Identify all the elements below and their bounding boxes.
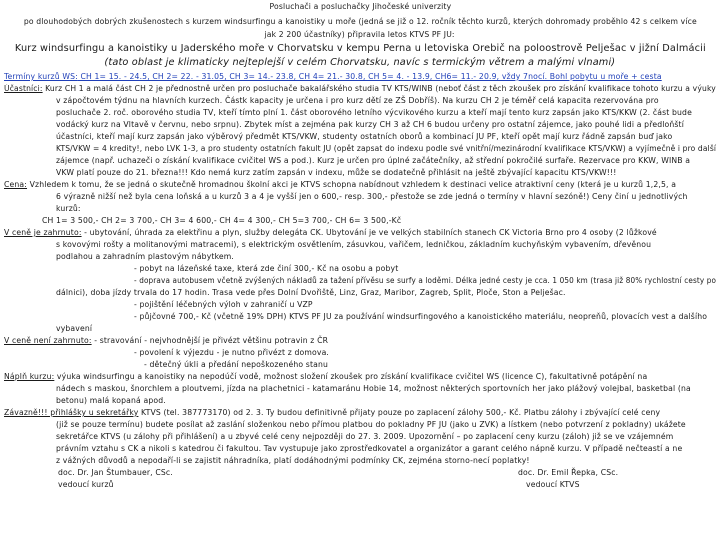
- excluded-line-3: - dětečný úkli a předání nepoškozeného stanu: [144, 360, 329, 369]
- included-label: V ceně je zahrnuto:: [4, 228, 82, 237]
- header-intro-cont: jak 2 200 účastníky) připravila letos KTVS PF JU:: [264, 30, 456, 39]
- participants-line-4: vodácký kurz na Vltavě v červnu, nebo srpnu). Zbytek míst a zejména pak kurzy CH 3 až CH 6 budou určeny pro ostatní zájemce, jako pouhé lidi a předloňští: [56, 120, 685, 129]
- included-line-4: - pobyt na lázeňské taxe, která zde činí 300,- Kč na osobu a pobyt: [134, 264, 399, 273]
- price-line-3: kurzů:: [56, 204, 81, 213]
- participants-line-8: VKW platí pouze do 21. března!!! Kdo nemá kurz zatím zapsán v indexu, může se dodatečně přihlásit na ještě zbývající kapacitu KTS/VKW!!!: [56, 168, 617, 177]
- excluded-line-1: V ceně není zahrnuto: - stravování - nejvhodnější je přivézt většinu potravin z ČR: [4, 336, 329, 345]
- header-intro: po dlouhodobých dobrých zkušenostech s kurzem windsurfingu a kanoistiky u moře (jedná se již o 12. ročník těchto kurzů, kterých dohromady proběhlo 42 s celkem více: [23, 17, 697, 26]
- included-line-3: podlahou a zahradním plastovým nábytkem.: [56, 252, 235, 261]
- included-line-8: - půjčovné 700,- Kč (včetně 19% DPH) KTVS PF JU za používání windsurfingového a kanoistického materiálu, neopreňů, plovacích vest a dalšího: [134, 312, 708, 321]
- included-line-9: vybavení: [56, 324, 93, 333]
- participants-line-2: v zápočtovém týdnu na hlavních kurzech. Částk kapacity je určena i pro kurz dětí ze ZŠ Dobříš). Na kurzu CH 2 je téměř celá kapacita rezervována pro: [56, 96, 659, 105]
- included-line-7: - pojištění léčebných výloh v zahraničí u VZP: [134, 300, 313, 309]
- registration-line-2: (již se pouze termínu) budete posílat až zaslání složenkou nebo přímou platbou do pokladny PF JU (jako u ZVK) a lístkem (nebo potvrzení z pokladny) ukážete: [56, 420, 686, 429]
- participants-line-7: zájemce (např. uchazeči o získání kvalifikace cvičitel WS a pod.). Kurz je určen pro úplné začátečníky, až střední pokročilé surfaře. Rezervace pro KKW, WINB a: [56, 156, 691, 165]
- registration-line-4: právním vztahu s CK a nikoli s katedrou či fakultou. Tav vystupuje jako zprostředkovatel a organizátor a garant celého nápně kurzu. V případě nečteastí a ne: [56, 444, 683, 453]
- participants-line-3: posluchače 2. roč. oborového studia TV, kteří tímto plní 1. část oborového letního výcvikového kurzu a kteří mají tento kurz zapsán jako KTS/KKW (2. část bude: [56, 108, 692, 117]
- registration-line-5: z vážných důvodů a nepodaří-li se zajistit náhradníka, platí dodáhodnými podmínky CK, zejména storno-necí poplatky!: [56, 456, 530, 465]
- terms-label: Termíny kurzů WS:: [4, 72, 78, 81]
- excluded-label: V ceně není zahrnuto:: [4, 336, 92, 345]
- participants-line-5: účastníci, kteří mají kurz zapsán jako výběrový předmět KTS/VKW, studenty ostatních oborů a kombinací JU PF, kteří opět mají kurz řádně zapsán buď jako: [56, 132, 673, 141]
- excluded-line-2: - povolení k výjezdu - je nutno přivézt z domova.: [134, 348, 330, 357]
- course-subtitle: (tato oblast je klimaticky nejteplejší v celém Chorvatsku, navíc s termickým větrem a malými vlnami): [104, 57, 616, 68]
- content-line-3: betonu) malá kopaná apod.: [56, 396, 166, 405]
- content-label: Náplň kurzu:: [4, 372, 55, 381]
- price-values: CH 1= 3 500,- CH 2= 3 700,- CH 3= 4 600,- CH 4= 4 300,- CH 5=3 700,- CH 6= 3 500,-Kč: [42, 216, 402, 225]
- participants-line-1: Účastníci: Kurz CH 1 a malá část CH 2 je přednostně určen pro posluchače bakalářského studia TV KTS/WINB (neboť část z těch zkoušek pro získání kvalifikace tohoto kurzu a výuky: [4, 84, 716, 93]
- participants-label: Účastníci:: [4, 84, 43, 93]
- price-line-2: 6 výrazně nižší než byla cena loňská a u kurzů 3 a 4 je vyšší jen o 600,- resp. 300,- přestože se zde jedná o termíny v hlavní sezóně!) Ceny činí u jednotlivých: [56, 192, 688, 201]
- signature-right-role: vedoucí KTVS: [526, 480, 580, 489]
- registration-line-3: sekretářce KTVS (u zálohy při přihlášení) a u zbyvé celé ceny nejpozději do 27. 3. 2009. Upozornění – po zaplacení ceny kurzu (záloh) již se ve vzájemném: [56, 432, 674, 441]
- registration-label: Závazně!!! přihlášky u sekretářky: [4, 408, 139, 417]
- registration-line-1: Závazně!!! přihlášky u sekretářky KTVS (tel. 387773170) od 2. 3. Ty budou definitivně přijaty pouze po zaplacení zálohy 500,- Kč. Platbu zálohy i zbývající celé ceny: [4, 408, 661, 417]
- included-line-5: - doprava autobusem včetně zvýšených nákladů za tažení přívěsu se surfy a loděmi. Délka jedné cesty je cca. 1 050 km (trasa již 80% rychlostní cesty po: [134, 276, 717, 285]
- terms-row: [4, 72, 662, 82]
- signature-left-name: doc. Dr. Jan Štumbauer, CSc.: [58, 468, 173, 477]
- header-audience: Posluchači a posluchačky Jihočeské univerzity: [269, 2, 451, 11]
- included-line-1: V ceně je zahrnuto: - ubytování, úhrada za elektřinu a plyn, služby delegáta CK. Ubytování je ve velkých stabilních stanech CK Victoria Brno pro 4 osoby (2 lůžkové: [4, 228, 657, 237]
- signature-right-name: doc. Dr. Emil Řepka, CSc.: [518, 468, 619, 477]
- content-line-2: nádech s maskou, šnorchlem a ploutvemi, jízda na plachetnici - katamaránu Hobie 14, možnost některých sportovních her jako plážový volejbal, basketbal (na: [56, 384, 691, 393]
- participants-line-6: KTS/VKW = 4 kredity!, nebo LVK 1-3, a pro studenty ostatních fakult JU (opět zapsat do indexu podle své vnitřní/mezinárodní kvalifikace KTS/VKW) a vyjímečně i pro další: [56, 144, 717, 153]
- price-label: Cena:: [4, 180, 28, 189]
- content-line-1: Náplň kurzu: výuka windsurfingu a kanoistiky na nepodúčí vodě, možnost složení zkoušek pro získání kvalifikace cvičitel WS (licence C), fakultativně potápění na: [4, 372, 648, 381]
- terms-text: CH 1= 15. - 24.5, CH 2= 22. - 31.05, CH 3= 14.- 23.8, CH 4= 21.- 30.8, CH 5= 4. - 13.9, CH6= 11.- 20.9, vždy 7nocí. Bohl pobytu u moře + cesta: [77, 72, 662, 81]
- included-line-6: dálnici), doba jízdy trvala do 17 hodin. Trasa vede přes Dolní Dvořiště, Linz, Graz, Maribor, Zagreb, Split, Ploče, Ston a Pelješac.: [56, 288, 566, 297]
- included-line-2: s kovovými rošty a molitanovými matracemi), s elektrickým osvětlením, zásuvkou, vařičem, ledničkou, základním kuchyňským vybavením, dřevěnou: [56, 240, 652, 249]
- signature-left-role: vedoucí kurzů: [58, 480, 114, 489]
- price-line-1: Cena: Vzhledem k tomu, že se jedná o skutečně hromadnou školní akci je KTVS schopna nabídnout vzhledem k destinaci velice atraktivní ceny (která je u kurzů 1,2,5, a: [4, 180, 677, 189]
- course-title: Kurz windsurfingu a kanoistiky u Jaderského moře v Chorvatsku v kempu Perna u letoviska Orebič na poloostrově Pelješac v jižní Dalmácii: [14, 43, 706, 54]
